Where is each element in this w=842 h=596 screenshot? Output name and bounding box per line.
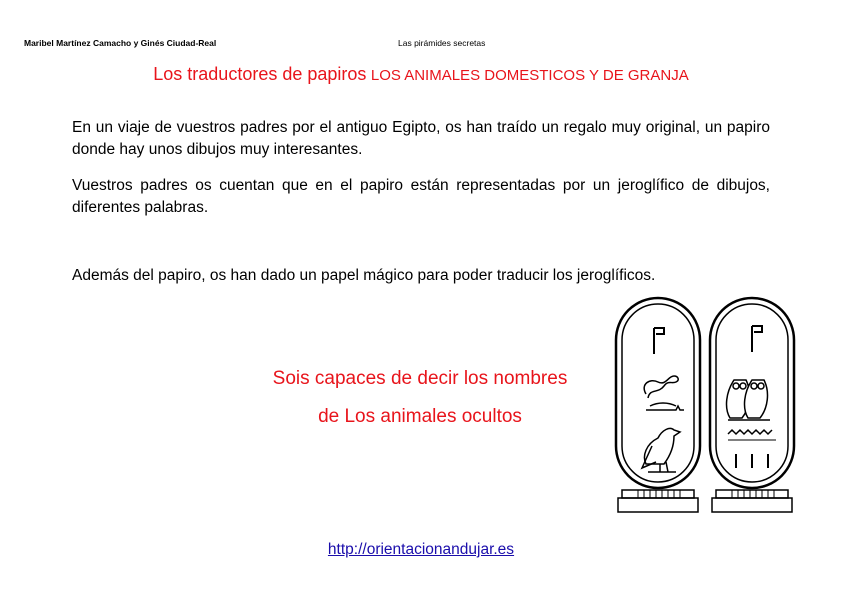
paragraph-intro: En un viaje de vuestros padres por el antiguo Egipto, os han traído un regalo muy original, un papiro donde hay unos dibujos muy interesantes.	[72, 119, 770, 158]
header-authors: Maribel Martínez Camacho y Ginés Ciudad-Real	[24, 38, 217, 48]
horned-viper-icon	[646, 403, 684, 410]
snake-icon	[644, 376, 678, 398]
paragraph-explanation: Vuestros padres os cuentan que en el papiro están representadas por un jeroglífico de dibujos, diferentes palabras.	[72, 177, 770, 216]
page-title	[0, 64, 842, 85]
title-subtitle: LOS ANIMALES DOMESTICOS Y DE GRANJA	[370, 67, 689, 84]
prompt-line-1: Sois capaces de decir los nombres	[272, 368, 568, 389]
flag-icon	[752, 326, 762, 352]
vulture-icon	[642, 428, 680, 472]
paragraph-magic-paper: Además del papiro, os han dado un papel mágico para poder traducir los jeroglíficos.	[72, 267, 656, 284]
cartouche-left	[616, 298, 700, 512]
prompt-line-2: de Los animales ocultos	[318, 406, 522, 427]
two-owls-icon	[727, 380, 770, 420]
flag-icon	[654, 328, 664, 354]
strokes-icon	[736, 454, 768, 468]
header-series-title: Las pirámides secretas	[398, 38, 486, 48]
cartouches-illustration	[612, 296, 804, 518]
water-icon	[728, 430, 776, 440]
title-main: Los traductores de papiros	[153, 64, 367, 84]
website-link[interactable]: http://orientacionandujar.es	[327, 541, 515, 558]
hieroglyph-cartouches	[612, 296, 804, 523]
